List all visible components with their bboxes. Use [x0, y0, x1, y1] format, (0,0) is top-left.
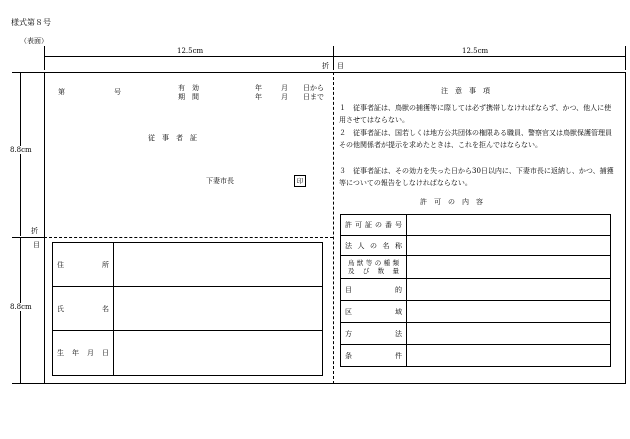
fold-top-1: 折	[322, 62, 329, 70]
birthdate-cell	[114, 331, 323, 376]
permit-number-label: 許可証の番号	[341, 215, 407, 236]
year-1: 年	[255, 84, 262, 92]
address-cell	[114, 243, 323, 287]
fold-left-2: 目	[33, 241, 40, 249]
dim-height-top: 8.8cm	[10, 146, 32, 154]
species-quantity-cell	[407, 256, 611, 279]
conditions-cell	[407, 345, 611, 367]
fold-top-2: 目	[337, 62, 344, 70]
conditions-label: 条件	[341, 345, 407, 367]
fold-line-horizontal	[44, 237, 333, 238]
dimension-tick	[12, 72, 44, 73]
dimension-tick	[625, 46, 626, 70]
month-2: 月	[281, 93, 288, 101]
dimension-line-left	[44, 56, 333, 57]
certificate-title: 従 事 者 証	[148, 134, 197, 142]
dimension-tick	[44, 46, 45, 70]
permit-title: 許 可 の 内 容	[420, 198, 483, 206]
valid-label-2: 期 間	[178, 93, 199, 101]
corporate-name-cell	[407, 236, 611, 256]
dimension-tick	[12, 383, 44, 384]
seal-mark: 印	[294, 175, 306, 187]
valid-label-1: 有 効	[178, 84, 199, 92]
name-label: 氏 名	[53, 287, 114, 331]
dim-width-right: 12.5cm	[462, 47, 489, 55]
side-label: （表面）	[20, 37, 48, 45]
name-cell	[114, 287, 323, 331]
method-cell	[407, 323, 611, 345]
form-id: 様式第８号	[11, 18, 51, 27]
method-label: 方法	[341, 323, 407, 345]
area-cell	[407, 301, 611, 323]
permit-number-cell	[407, 215, 611, 236]
fold-left-1: 折	[31, 227, 38, 235]
dimension-tick	[12, 237, 44, 238]
note-item-2: ２ 従事者証は、国若しくは地方公共団体の権限ある職員、警察官又は鳥獣保護管理員その他関係者が提示を求めたときは、これを拒んではならない。	[339, 129, 612, 149]
address-label: 住 所	[53, 243, 114, 287]
quantity-label: 及び数量	[348, 267, 399, 275]
valid-until: 日まで	[303, 93, 324, 101]
area-label: 区域	[341, 301, 407, 323]
dim-height-bottom: 8.8cm	[10, 303, 32, 311]
note-item-3: ３ 従事者証は、その効力を失った日から30日以内に、下妻市長に返納し、かつ、捕獲等についての報告をしなければならない。	[339, 167, 614, 187]
year-2: 年	[255, 93, 262, 101]
go-label: 号	[114, 88, 121, 96]
purpose-cell	[407, 279, 611, 301]
species-quantity-label	[341, 256, 407, 279]
dimension-tick	[333, 46, 334, 70]
holder-info-table	[52, 242, 323, 376]
species-label: 鳥獣等の種類	[348, 259, 399, 267]
purpose-label: 目的	[341, 279, 407, 301]
dim-width-left: 12.5cm	[177, 47, 204, 55]
valid-from: 日から	[303, 84, 324, 92]
month-1: 月	[281, 84, 288, 92]
fold-line-vertical	[333, 72, 334, 384]
corporate-name-label: 法人の名称	[341, 236, 407, 256]
notes-title: 注 意 事 項	[441, 87, 490, 95]
note-item-1: １ 従事者証は、鳥獣の捕獲等に際しては必ず携帯しなければならず、かつ、他人に使用させてはならない。	[339, 104, 612, 124]
dimension-line-top	[20, 72, 21, 236]
no-label: 第	[58, 88, 65, 96]
birthdate-label: 生年月日	[53, 331, 114, 376]
permit-table	[340, 214, 611, 367]
issuer-label: 下妻市長	[206, 177, 234, 185]
dimension-line-right	[334, 56, 625, 57]
